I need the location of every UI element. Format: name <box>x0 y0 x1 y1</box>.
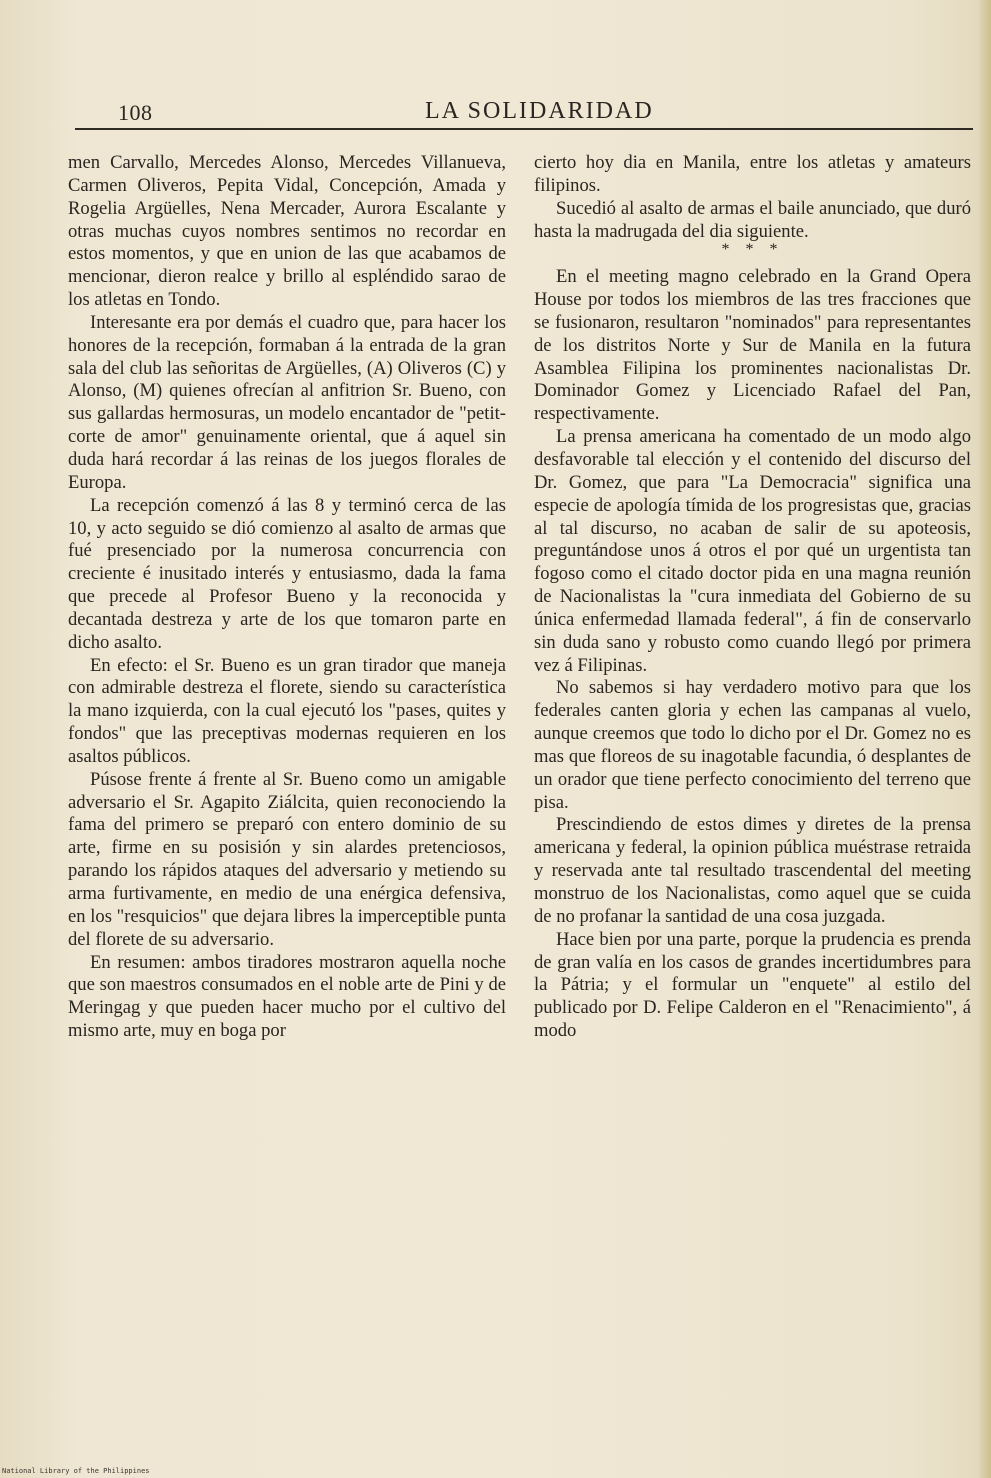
section-asterism: * * * <box>721 241 784 259</box>
paragraph: La prensa americana ha comentado de un modo algo desfavorable tal elección y el contenido del discurso del Dr. Gomez, que para "La Democracia" significa una especie de apología tímida de los progresistas que, gracias al tal discurso, no acaban de salir de su apoteosis, preguntándose unos á otros el por qué un urgentista tan fogoso como el citado doctor pida en una magna reunión de Nacionalistas la "cura inmediata del Gobierno de su única enfermedad llamada federal", á fin de conservarlo sin duda sano y robusto como cuando llegó por primera vez á Filipinas. <box>534 426 971 676</box>
running-header <box>75 96 973 130</box>
page-edge-shadow <box>977 0 991 1478</box>
paragraph: Prescindiendo de estos dimes y diretes de la prensa americana y federal, la opinion pública muéstrase retraida y reservada ante tal resultado trascendental del meeting monstruo de los Nacionalistas, como aquel que se cuida de no profanar la santidad de una cosa juzgada. <box>534 814 971 927</box>
header-rule <box>75 128 973 130</box>
left-column <box>68 152 506 1043</box>
paragraph: Púsose frente á frente al Sr. Bueno como un amigable adversario el Sr. Agapito Ziálcita, quien reconociendo la fama del primero se preparó con entero dominio de su arte, firme en su posisión y sin alardes pretenciosos, parando los rápidos ataques del adversario y metiendo su arma furtivamente, en medio de una enérgica defensiva, en los "resquicios" que dejara libres la imperceptible punta del florete de su adversario. <box>68 768 506 950</box>
paragraph: La recepción comenzó á las 8 y terminó cerca de las 10, y acto seguido se dió comienzo al asalto de armas que fué presenciado por la numerosa concurrencia con creciente é inusitado interés y entusiasmo, dada la fama que precede al Profesor Bueno y la reconocida y decantada destreza y arte de los que tomaron parte en dicho asalto. <box>68 494 506 653</box>
paragraph: Interesante era por demás el cuadro que, para hacer los honores de la recepción, formaban á la entrada de la gran sala del club las señoritas de Argüelles, (A) Oliveros (C) y Alonso, (M) quienes ofrecían al anfitrion Sr. Bueno, con sus gallardas hermosuras, un modelo encantador de "petit-corte de amor" genuinamente oriental, que á aquel sin duda hará recordar á las reinas de los juegos florales de Europa. <box>68 311 506 493</box>
paragraph: men Carvallo, Mercedes Alonso, Mercedes Villanueva, Carmen Oliveros, Pepita Vidal, Concepción, Amada y Rogelia Argüelles, Nena Mercader, Aurora Escalante y otras muchas cuyos nombres sentimos no recordar en estos momentos, y que en union de las que acabamos de mencionar, dieron realce y brillo al espléndido sarao de los atletas en Tondo. <box>68 152 506 311</box>
right-column <box>534 152 971 1043</box>
paragraph: En el meeting magno celebrado en la Grand Opera House por todos los miembros de las tres fracciones que se fusionaron, resultaron "nominados" para representantes de los distritos Norte y Sur de Manila en la futura Asamblea Filipina los prominentes nacionalistas Dr. Dominador Gomez y Licenciado Rafael del Pan, respectivamente. <box>534 266 971 425</box>
paragraph: No sabemos si hay verdadero motivo para que los federales canten gloria y echen las campanas al vuelo, aunque creemos que todo lo dicho por el Dr. Gomez no es mas que floreos de su inagotable facundia, ó desplantes de un orador que tiene perfecto conocimiento del terreno que pisa. <box>534 677 971 813</box>
library-credit: National Library of the Philippines <box>2 1467 150 1475</box>
paragraph: Sucedió al asalto de armas el baile anunciado, que duró hasta la madrugada del dia siguiente. <box>534 197 971 242</box>
journal-title: LA SOLIDARIDAD <box>425 98 654 124</box>
paragraph: En resumen: ambos tiradores mostraron aquella noche que son maestros consumados en el noble arte de Pini y de Meringag y que pueden hacer mucho por el cultivo del mismo arte, muy en boga por <box>68 951 506 1042</box>
paragraph: Hace bien por una parte, porque la prudencia es prenda de gran valía en los casos de grandes incertidumbres para la Pátria; y el formular un "enquete" al estilo del publicado por D. Felipe Calderon en el "Renacimiento", á modo <box>534 928 971 1042</box>
paragraph: cierto hoy dia en Manila, entre los atletas y amateurs filipinos. <box>534 152 971 196</box>
page-number: 108 <box>118 100 153 125</box>
paragraph: En efecto: el Sr. Bueno es un gran tirador que maneja con admirable destreza el florete, siendo su característica la mano izquierda, con la cual ejecutó los "pases, quites y fondos" que las preceptivas modernas requieren en los asaltos públicos. <box>68 654 506 767</box>
